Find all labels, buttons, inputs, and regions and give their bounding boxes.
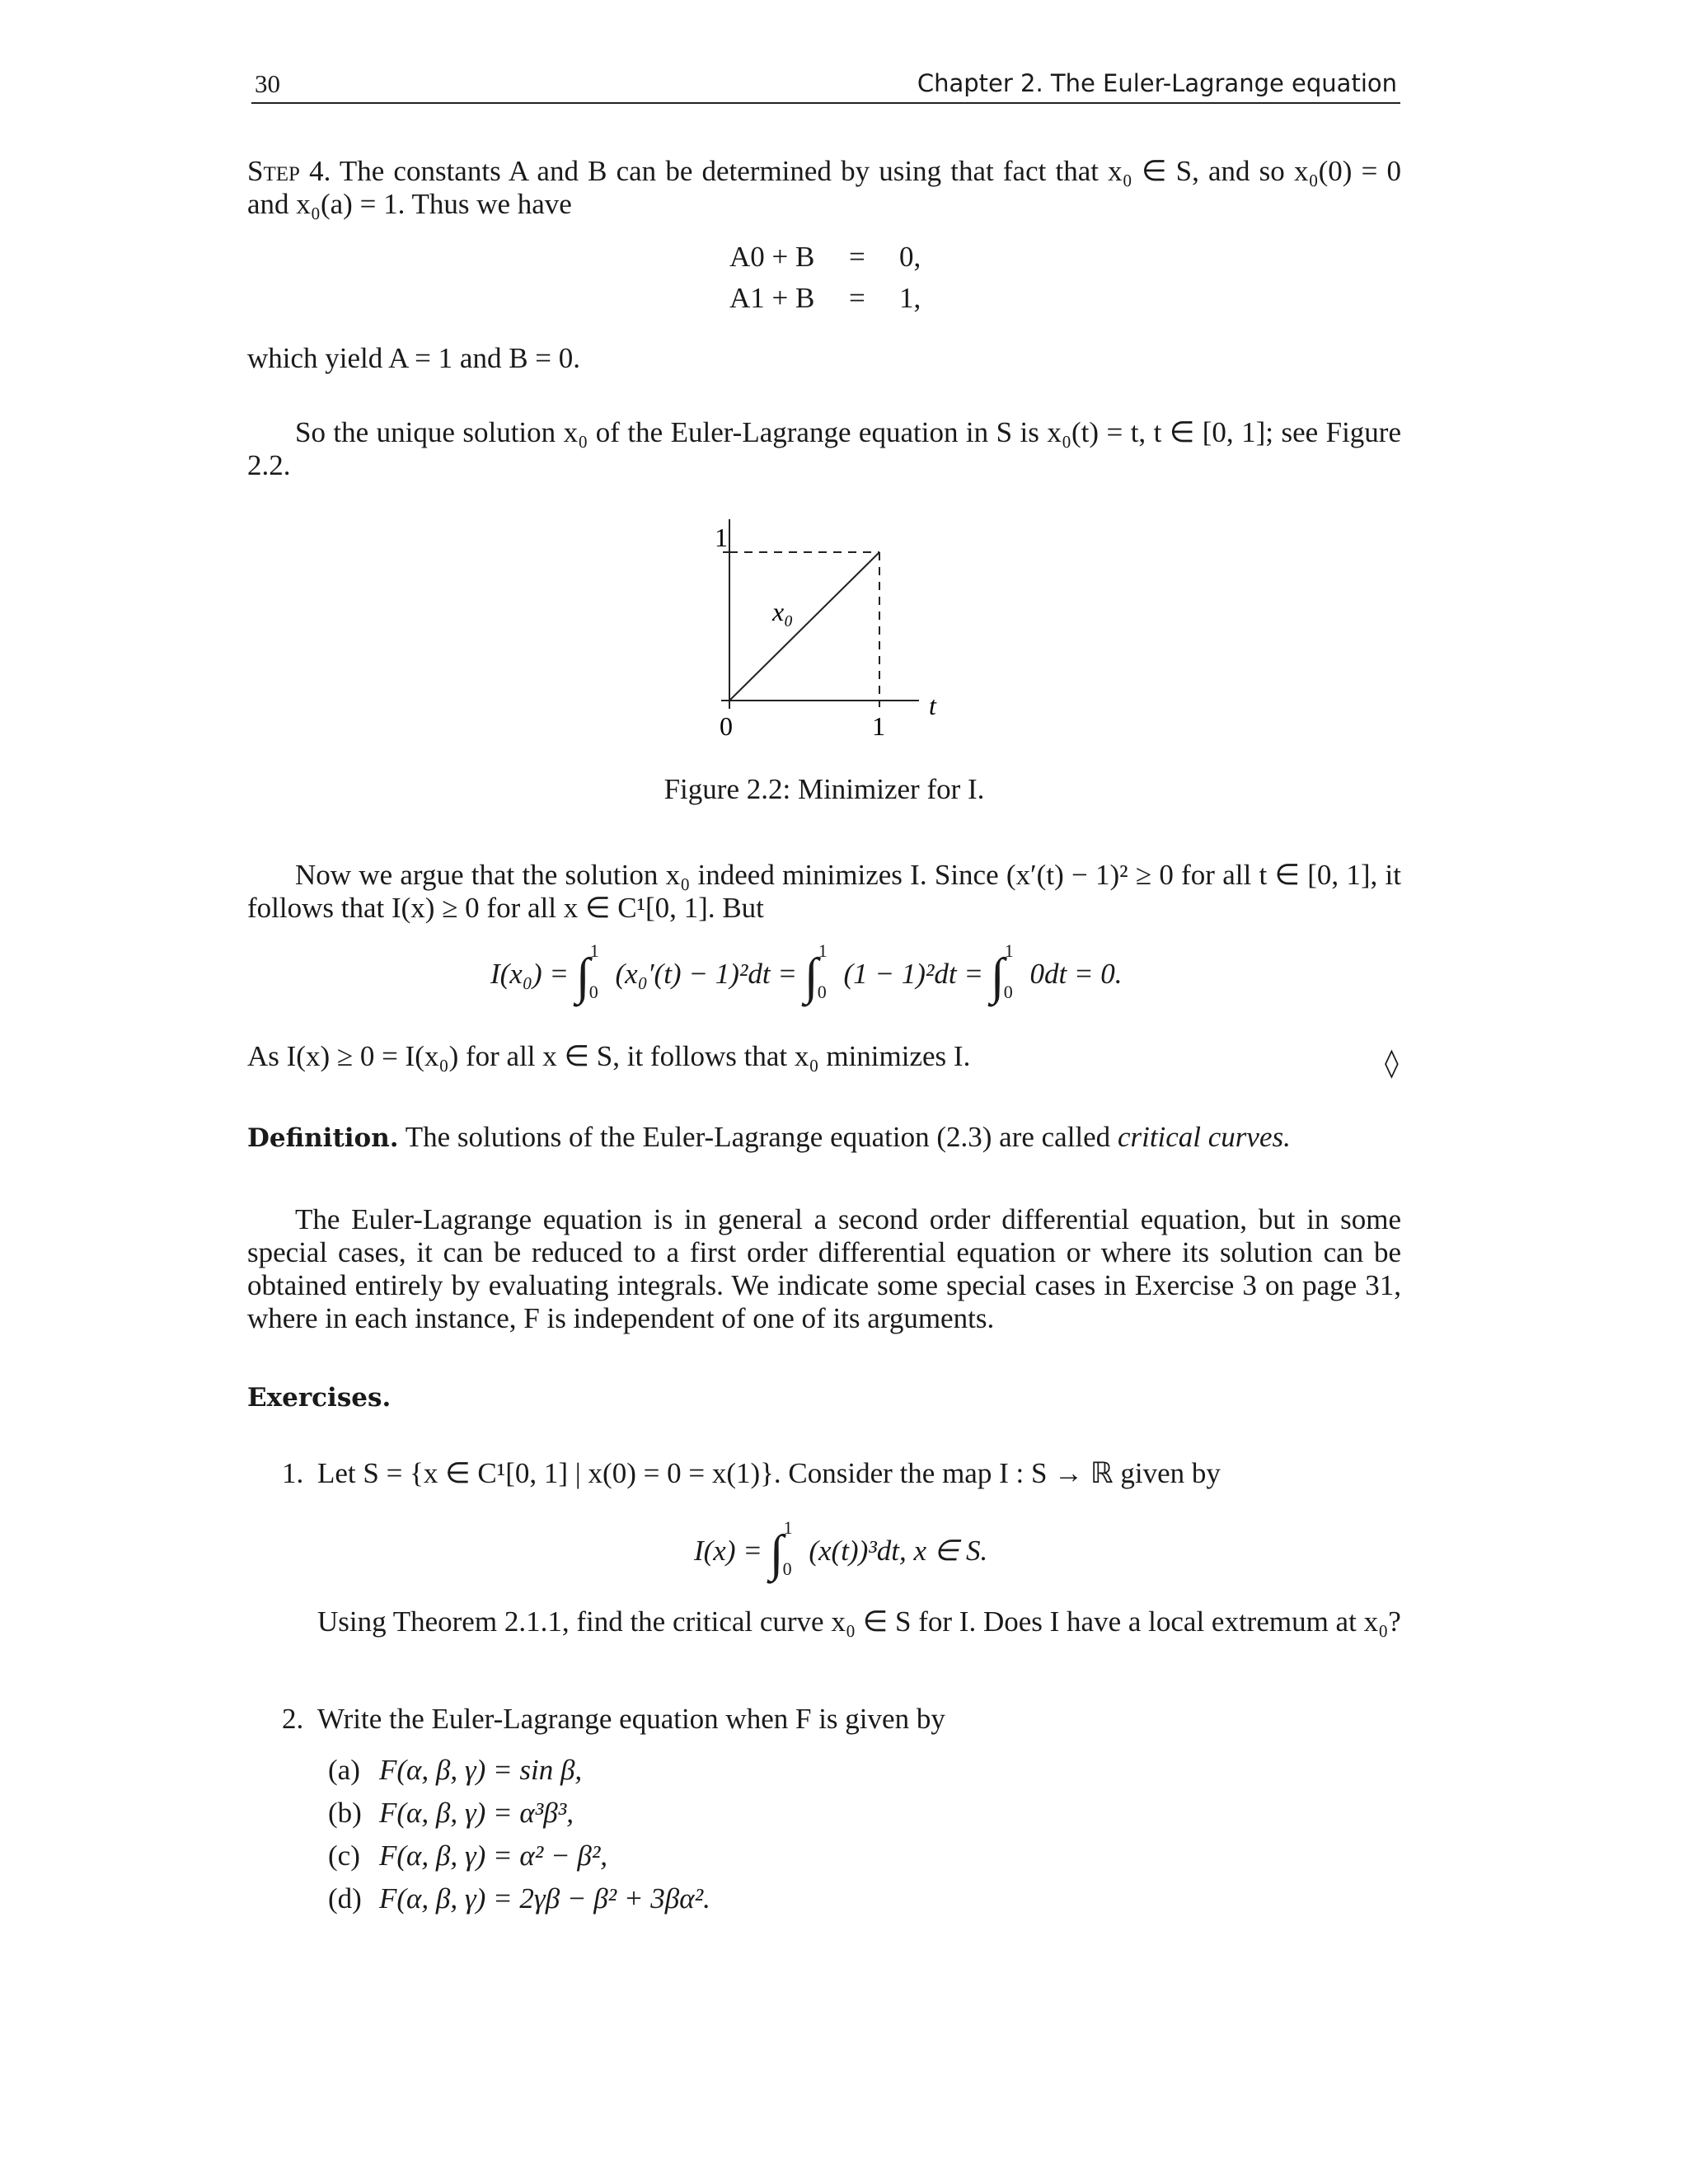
eq-term1: (x₀′(t) − 1)²dt = [615, 958, 797, 990]
x-tick-label-0: 0 [720, 711, 733, 741]
exercises-heading: Exercises. [247, 1383, 392, 1413]
ex1-int-upper: 1 [783, 1517, 793, 1538]
ex1-eq-lhs: I(x) = [694, 1535, 762, 1567]
running-header [251, 64, 1400, 104]
minimizer-figure [696, 511, 977, 758]
step-label: Step 4. [247, 155, 331, 187]
eq1-rhs: 0, [899, 241, 921, 273]
exercise-1-number: 1. [282, 1457, 304, 1489]
exercise-2-number: 2. [282, 1703, 304, 1735]
yield-text: which yield A = 1 and B = 0. [247, 342, 581, 374]
argue-paragraph: Now we argue that the solution x₀ indeed minimizes I. Since (x′(t) − 1)² ≥ 0 for all t ∈ [0, 1], it follows that I(x) ≥ 0 for all x ∈ C¹[0, 1]. But [247, 859, 1401, 924]
int1-upper: 1 [589, 940, 599, 961]
integral-sign-1: ∫ [575, 949, 590, 1005]
general-paragraph: The Euler-Lagrange equation is in general a second order differential equation, but in some special cases, it can be reduced to a first order differential equation or where its solution can be obtained entirely by evaluating integrals. We indicate some special cases in Exercise 3 on page 31, where in each instance, F is independent of one of its arguments. [247, 1203, 1401, 1334]
page-number: 30 [255, 69, 280, 98]
eq2-rel: = [849, 282, 865, 314]
y-tick-label: 1 [715, 523, 728, 552]
definition-text: The solutions of the Euler-Lagrange equation (2.3) are called [405, 1121, 1111, 1153]
solution-line [729, 552, 879, 701]
exercise-1-equation [694, 1517, 988, 1583]
step4-text: The constants A and B can be determined by using that fact that x₀ ∈ S, and so x₀(0) = 0 and x₀(a) = 1. Thus we have [247, 155, 1402, 220]
part-c-expr: F(α, β, γ) = α² − β², [379, 1840, 608, 1872]
eq2-lhs: A1 + B [729, 282, 815, 314]
definition-term: critical curves. [1117, 1121, 1291, 1153]
int3-upper: 1 [1004, 940, 1014, 961]
part-a-label: (a) [328, 1754, 360, 1786]
part-c-label: (c) [328, 1840, 360, 1872]
ex1-eq-rhs: (x(t))³dt, x ∈ S. [809, 1535, 988, 1567]
display-equation [490, 940, 1123, 1006]
part-b-expr: F(α, β, γ) = α³β³, [379, 1797, 574, 1829]
part-b-label: (b) [328, 1797, 362, 1829]
figure-caption: Figure 2.2: Minimizer for I. [663, 773, 985, 805]
x-tick-label-1: 1 [872, 711, 885, 741]
eq1-lhs: A0 + B [729, 241, 815, 273]
int1-lower: 0 [588, 982, 598, 1002]
integral-sign-2: ∫ [804, 949, 818, 1005]
definition-paragraph [247, 1121, 1401, 1155]
integral-sign-3: ∫ [990, 949, 1005, 1005]
eq1-rel: = [849, 241, 865, 273]
conclusion-text: As I(x) ≥ 0 = I(x₀) for all x ∈ S, it follows that x₀ minimizes I. [247, 1040, 971, 1072]
part-a-expr: F(α, β, γ) = sin β, [379, 1754, 583, 1786]
step4-paragraph [247, 155, 1401, 221]
axis-label-t: t [929, 691, 936, 720]
eq2-rhs: 1, [899, 282, 921, 314]
part-d-label: (d) [328, 1882, 362, 1915]
eq-lhs: I(x₀) = [490, 958, 570, 990]
int2-upper: 1 [818, 940, 828, 961]
curve-label: x₀ [772, 597, 794, 626]
solution-paragraph: So the unique solution x₀ of the Euler-Lagrange equation in S is x₀(t) = t, t ∈ [0, 1]; see Figure 2.2. [247, 416, 1401, 481]
end-of-example-mark: ◊ [1385, 1047, 1399, 1080]
int2-lower: 0 [817, 982, 827, 1002]
int3-lower: 0 [1003, 982, 1013, 1002]
exercise-1-followup: Using Theorem 2.1.1, find the critical curve x₀ ∈ S for I. Does I have a local extremum at x₀? [317, 1605, 1401, 1638]
ex1-integral-sign: ∫ [769, 1526, 784, 1582]
ex1-int-lower: 0 [782, 1558, 792, 1579]
eq-term3: 0dt = 0. [1029, 958, 1123, 990]
part-d-expr: F(α, β, γ) = 2γβ − β² + 3βα². [379, 1882, 710, 1915]
exercise-2-text: Write the Euler-Lagrange equation when F is given by [317, 1703, 945, 1735]
eq-term2: (1 − 1)²dt = [843, 958, 983, 990]
exercise-1-text: Let S = {x ∈ C¹[0, 1] | x(0) = 0 = x(1)}. Consider the map I : S → ℝ given by [317, 1457, 1221, 1489]
definition-head: Definition. [247, 1123, 399, 1153]
chapter-title: Chapter 2. The Euler-Lagrange equation [917, 69, 1397, 97]
